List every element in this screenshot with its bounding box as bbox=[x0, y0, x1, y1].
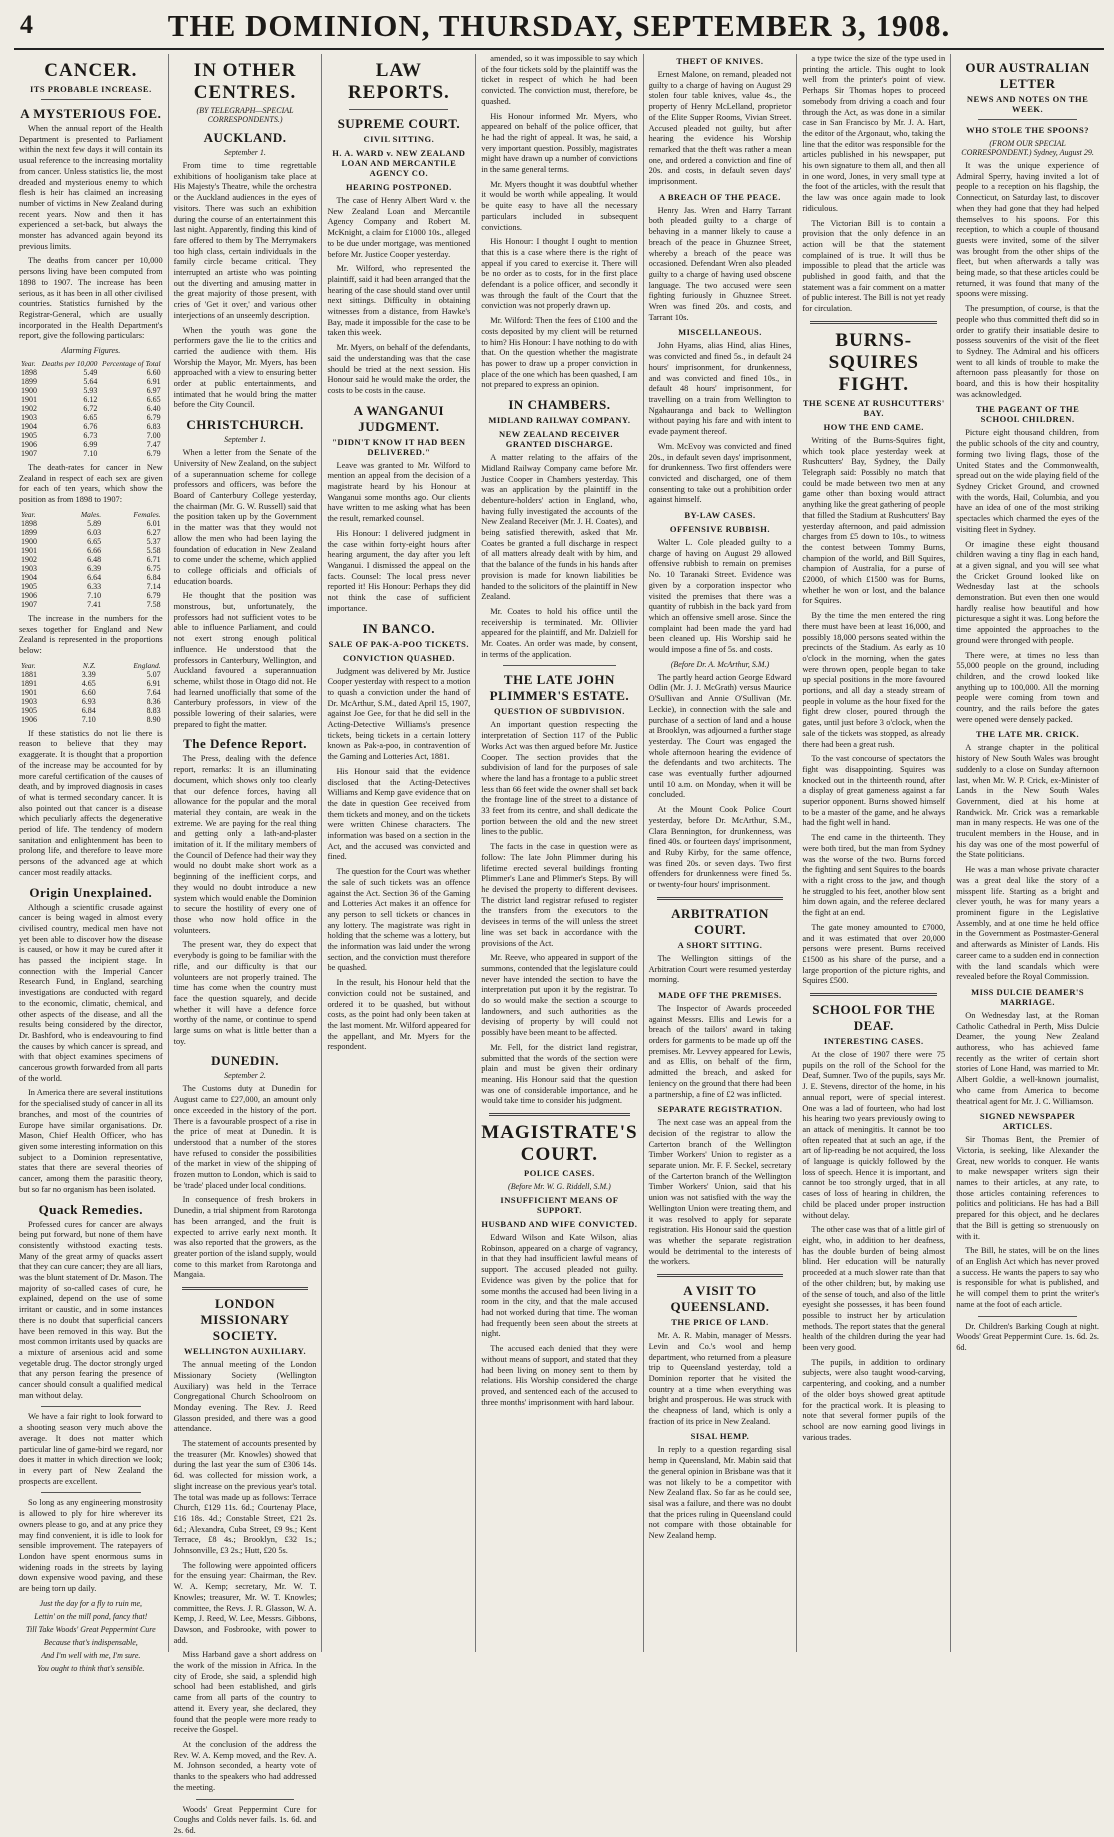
paragraph: His Honour said that the evidence disclosed that the Acting-Detectives Williams and Kemp gave evidence that on the date in question Gee received from them tickets and money, and on the tickets were written Chinese characters. The information was based on a section in the Act, and the accused was convicted and fined. bbox=[327, 766, 471, 862]
paragraph: Walter L. Cole pleaded guilty to a charge of having on August 29 allowed offensive rubbish to remain on premises No. 10 Taranaki Street. Evidence was given by a corporation inspector who visited the premises that there was a quantity of rubbish in the back yard from which an offensive smell arose. Since the complaint had been made the yard had been cleaned up. His Worship said he would impose a fine of 5s. and costs. bbox=[648, 538, 792, 655]
paragraph: amended, so it was impossible to say which of the four tickets sold by the plaintiff was the ticket in respect of which he had been convicted. The conviction must, therefore, be quashed. bbox=[481, 54, 638, 106]
headline-arbitration-court: ARBITRATION COURT. bbox=[671, 905, 769, 937]
column-6 bbox=[796, 54, 950, 1652]
paragraph: To the vast concourse of spectators the fight was disappointing. Squires was knocked out in the thirteenth round, after a display of great gameness against a far superior opponent. Burns showed himself to be a master of the game, and he always had the fight well in hand. bbox=[802, 754, 946, 828]
paragraph: The end came in the thirteenth. They were both tired, but the man from Sydney was the worse of the two. Burns forced the fighting and sent Squires to the boards with a right cross to the jaw, and though he struggled to his feet, another blow sent him down again, and the referee declared the fight at an end. bbox=[802, 833, 946, 918]
divider bbox=[978, 1316, 1077, 1317]
paragraph: Leave was granted to Mr. Wilford to mention an appeal from the decision of a magistrate heard by his Honour at Wanganui some months ago. Our clients have written to me asking what has been the result, remarked counsel. bbox=[327, 460, 471, 524]
paragraph: The Inspector of Awards proceeded against Messrs. Ellis and Lewis for a breach of the tailors' award in taking orders for garments to be made up off the premises. Mr. Levvey appeared for Lewis, and as Ellis, on behalf of the firm, admitted the breach, and asked for leniency on the ground that there had been a partnership, a fine of £2 was inflicted. bbox=[648, 1003, 792, 1099]
subhead-in-banco: IN BANCO. bbox=[362, 620, 436, 636]
paragraph: The present war, they do expect that everybody is going to be familiar with the rifle, and our difficulty is that our volunteers are not properly trained. The time has come when the country must face the question squarely, and decide whether it will have a defence force worthy of the name, or continue to spend large sums on what is little better than a toy. bbox=[173, 940, 317, 1046]
table-row: 1903 6.65 6.79 bbox=[21, 413, 161, 423]
table-row: 1898 5.89 6.01 bbox=[21, 518, 161, 528]
dateline: September 1. bbox=[224, 148, 266, 157]
paragraph: Mr. Fell, for the district land registrar, submitted that the words of the section were plain and must be given their ordinary meaning. His Honour said that the question was one of considerable importance, and he would take time to consider his judgment. bbox=[481, 1042, 638, 1106]
column-header: Percentage of Total bbox=[102, 359, 161, 369]
paragraph: A matter relating to the affairs of the Midland Railway Company came before Mr. Justice Cooper in Chambers yesterday. This was an application by the plaintiff in the debenture-holders' action in England, who, having fully investigated the accounts of the New Zealand Receiver (Mr. J. H. Coates), and being satisfied therewith, asked that Mr. Coates be granted a full discharge in respect of all matters already dealt with by him, and that the balance of the funds in his hands after provision is made for known liabilities be handed to the solicitors of the plaintiff in New Zealand. bbox=[481, 453, 638, 602]
paragraph: The pupils, in addition to ordinary subjects, were also taught wood-carving, carpentering, and cooking, and a number of the older boys showed great aptitude for the practical work. It is pleasing to note that several former pupils of the school are now earning good livings in various trades. bbox=[802, 1357, 946, 1442]
paragraph: Judgment was delivered by Mr. Justice Cooper yesterday with respect to a motion to quash a conviction under the hand of Dr. McArthur, S.M., dated April 15, 1907, against Joe Gee, for that he did sell in the Acting-Detective Williams's presence tickets, being tickets in a certain lottery known as Pak-a-poo, in contravention of the Gaming and Lotteries Act, 1881. bbox=[327, 666, 471, 762]
case-subtitle: MIDLAND RAILWAY COMPANY. bbox=[488, 415, 631, 426]
divider bbox=[196, 1799, 295, 1800]
paragraph: He thought that the position was monstrous, but, unfortunately, the professors had not sufficient votes to be able to influence Parliament, and could not exert strong enough political influence. He understood that the professors in Canterbury, Wellington, and Auckland favoured a superannuation scheme, whilst those in Otago did not. He had learned unofficially that some of the Canterbury professors, in view of the possible lowering of their salaries, were prepared to fight the matter. bbox=[173, 591, 317, 729]
divider bbox=[41, 1492, 141, 1493]
table-row: 1904 6.76 6.83 bbox=[21, 422, 161, 432]
subhead-separate-registration: SEPARATE REGISTRATION. bbox=[657, 1104, 783, 1115]
column-3 bbox=[321, 54, 475, 1652]
paragraph: His Honour: I delivered judgment in the case within forty-eight hours after hearing argument, the day after you left Wanganui. I dismissed the appeal on the facts. Counsel: The local press never reported it! His Honour: Perhaps they did not think the case of sufficient importance. bbox=[327, 528, 471, 613]
paragraph: Professed cures for cancer are always being put forward, but none of them have consistently withstood exacting tests. Many of the great army of quacks assert that they can cure cancer; they are all liars, was the blunt statement of Dr. Mason. The majority of so-called cases of cure, he explained, depend on the use of some irritant or caustic, and in some instances there is no doubt that superficial cancers have been removed in this way. But the most common irritants used by quacks are a mixture of arsenious acid and some vegetable drug. The doctor strongly urged that any person fearing the presence of cancer should consult a qualified medical man without delay. bbox=[19, 1219, 163, 1400]
paragraph: The Wellington sittings of the Arbitration Court were resumed yesterday morning. bbox=[648, 953, 792, 985]
paragraph: Picture eight thousand children, from the public schools of the city and country, forming two living flags, those of the United States and the Commonwealth, spread out on the wide playing field of the Sydney Cricket Ground, and crowned with the words, Hail, Columbia, and you have an idea of one of the most striking spectacles which charmed the eyes of the visiting fleet in Sydney. bbox=[956, 428, 1099, 534]
verse-line: Till Take Woods' Great Peppermint Cure bbox=[26, 1624, 156, 1634]
column-7 bbox=[950, 54, 1104, 1652]
column-header: Females. bbox=[133, 509, 161, 519]
headline-cancer: CANCER. bbox=[44, 60, 138, 81]
subhead-origin: Origin Unexplained. bbox=[29, 884, 153, 900]
table-row: 1905 6.84 8.83 bbox=[21, 705, 161, 715]
column-header: England. bbox=[133, 660, 161, 670]
paragraph: The Customs duty at Dunedin for August came to £27,000, an amount only once exceeded in the history of the port. There is a favourable prospect of a rise in the price of meat at Dunedin. It is understood that a number of the stores have refused to consider the possibilities of the market in view of the shipping of frozen mutton to London, which is said to be 'trade' placed under local conditions. bbox=[173, 1084, 317, 1190]
column-2 bbox=[168, 54, 322, 1835]
subhead-deamer-marriage: MISS DULCIE DEAMER'S MARRIAGE. bbox=[971, 986, 1085, 1007]
divider bbox=[978, 119, 1077, 120]
headline-school-deaf: SCHOOL FOR THE DEAF. bbox=[812, 1002, 936, 1034]
table-row: 1881 3.39 5.07 bbox=[21, 669, 161, 679]
subhead-conviction-quashed: CONVICTION QUASHED. bbox=[342, 652, 455, 663]
stats-table-1 bbox=[19, 359, 163, 458]
subhead-price-of-land: THE PRICE OF LAND. bbox=[671, 1317, 769, 1328]
subhead-cancer: ITS PROBABLE INCREASE. bbox=[29, 84, 152, 94]
table-row: 1906 7.10 8.90 bbox=[21, 714, 161, 724]
subhead-interesting-cases: INTERESTING CASES. bbox=[823, 1036, 924, 1047]
subhead-hearing-postponed: HEARING POSTPONED. bbox=[345, 182, 452, 192]
paragraph: In America there are several institutions for the specialised study of cancer in all its branches, and most of the countries of Europe have similar organisations. Dr. Mason, Chief Health Officer, who has given some interesting information on this subject to a Dominion representative, states that there are several theories of cancer, among them the parasitic theory, but so far no organism has been isolated. bbox=[19, 1088, 163, 1194]
subhead-wanganui-judgment: A WANGANUI JUDGMENT. bbox=[353, 402, 445, 434]
paragraph: The Bill, he states, will be on the lines of an English Act which has never proved a success. He wants the papers to say who is responsible for what is published, and he will compel them to print the writer's name at the foot of each article. bbox=[956, 1246, 1099, 1309]
paragraph: At the close of 1907 there were 75 pupils on the roll of the School for the Deaf, Sumner. Two of the pupils, says Mr. J. E. Stevens, director of the home, in his annual report, were of special interest. One was a lad of fourteen, who had lost his hearing two years previously owing to an attack of meningitis. It cannot be too often repeated that at such an age, if the art of lip-reading be not acquired, the loss of language is quickly followed by the loss of speech. Hence it is important, and cannot be too strongly urged, that in all cases of loss of hearing in children, the child be placed under proper instruction without delay. bbox=[802, 1050, 946, 1220]
paragraph: The other case was that of a little girl of eight, who, in addition to her deafness, has the double burden of being almost blind. Her education will be naturally proceeded at a much slower rate than that of the other children; but, by making use of the sense of touch, and also of the little eyesight she possesses, it has been found possible to instruct her by articulation methods. The report states that the general health of the children during the year had been very good. bbox=[802, 1225, 946, 1353]
paragraph: So long as any engineering monstrosity is allowed to ply for hire wherever its owners please to go, and at any price they may find convenient, it is idle to look for sensible improvement. The ratepayers of London have spent enormous sums in widening roads in the streets by laying down expensive wood paving, and these are being torn up daily. bbox=[19, 1498, 163, 1594]
table-row: 1899 5.64 6.91 bbox=[21, 377, 161, 387]
paragraph: Mr. Coates to hold his office until the receivership is terminated. Mr. Ollivier appeared for the plaintiff, and Mr. Dalziell for Mr. Coates. An order was made, by consent, in terms of the application. bbox=[481, 606, 638, 659]
dateline: (FROM OUR SPECIAL CORRESPONDENT.) Sydney, August 29. bbox=[961, 139, 1094, 157]
paragraph: The statement of accounts presented by the treasurer (Mr. Knowles) showed that during the last year the sum of £306 14s. 6d. was collected for mission work, a slight increase on the previous year's total. The total was made up as follows: Terrace Church, £129 11s. 6d.; Courtenay Place, £16 18s. 4d.; Constable Street, £21 2s. 6d.; Alexandra, Cuba Street, £9 9s.; Kent Terrace, £8 4s.; Brooklyn, £32 1s.; Johnsonville, £3 2s.; Hutt, £20 5s. bbox=[173, 1439, 317, 1556]
table-caption: Alarming Figures. bbox=[61, 346, 121, 356]
paragraph: At the conclusion of the address the Rev. W. A. Kemp moved, and the Rev. A. M. Johnson seconded, a hearty vote of thanks to the speakers who had addressed the meeting. bbox=[173, 1740, 317, 1792]
byline: (Before Dr. A. McArthur, S.M.) bbox=[670, 659, 770, 669]
subhead-stole-spoons: WHO STOLE THE SPOONS? bbox=[966, 125, 1090, 135]
paragraph: The facts in the case in question were as follow: The late John Plimmer during his lifetime erected several buildings fronting Plimmer's Lane and Plimmer's Steps. By will he devised the property to different devisees. The district land registrar refused to register the transfers from the executors to the devisees in terms of the will unless the street line was set back in accordance with the provisions of the Act. bbox=[481, 842, 638, 948]
paragraph: Mr. Myers, on behalf of the defendants, said the understanding was that the case should be tried at the next session. His Honour said he would make the order, the costs to be costs in the cause. bbox=[327, 343, 471, 395]
verse-line: And I'm well with me, I'm sure. bbox=[41, 1650, 141, 1660]
paragraph: From time to time regrettable exhibitions of hooliganism take place at His Majesty's Theatre, while the orchestra or the Auckland audiences in the eyes of visitors. There was such an exhibition during the course of an entertainment this last night. Apparently, finding this kind of fare offered to them by The Merrymakers too high class, certain individuals in the family circle became critical. They interrupted an artiste who was pointing out the diverting and amusing matter in the great majority of those present, with cries of 'Get it over,' and various other interjections of an unseemly description. bbox=[173, 161, 317, 320]
paragraph: Mr. Myers thought it was doubtful whether it would be worth while appealing. It would be quite easy to have all the necessary particulars included in subsequent convictions. bbox=[481, 179, 638, 232]
subhead-husband-wife: HUSBAND AND WIFE CONVICTED. bbox=[481, 1219, 638, 1230]
paragraph: The annual meeting of the London Missionary Society (Wellington Auxiliary) was held in the Terrace Congregational Church Schoolroom on Monday evening. The Rev. J. Reed Glasson presided, and there was a good attendance. bbox=[173, 1360, 317, 1434]
paragraph: The presumption, of course, is that the people who thus committed theft did so in order to gratify their insatiable desire to possess souvenirs of the visit of the fleet to Sydney. The Admiral and his officers went to all kinds of trouble to make the afternoon pass pleasantly for those on board, and this is how their hospitality was acknowledged. bbox=[956, 304, 1099, 399]
paragraph: a type twice the size of the type used in printing the article. This ought to look well from the printer's point of view. Perhaps Sir Thomas hopes to proceed somebody from driving a coach and four through the Act, as was done in a similar case in San Francisco by Mr. J. A. Hart, the editor of the Argonaut, who, taking the line that the editor was responsible for the articles published in his newspaper, put his own signature to them all, and then all in one word, Jones, in very small type at the foot of the articles, with the result that the law was once again made to look ridiculous. bbox=[802, 54, 946, 213]
paragraph: John Hyams, alias Hind, alias Hines, was convicted and fined 5s., in default 24 hours' imprisonment, for drunkenness, and was convicted and fined 10s., in default 48 hours' imprisonment, for travelling on a train from Wellington to Ngahauranga and back to Wellington without paying his fare and with intent to evade payment thereof. bbox=[648, 341, 792, 437]
subhead-signed-articles: SIGNED NEWSPAPER ARTICLES. bbox=[979, 1111, 1076, 1132]
paragraph: If these statistics do not lie there is reason to believe that they may exaggerate. It is thought that a proportion of the increase may be accounted for by more careful certification of the causes of death, and by improved diagnosis in cases of what is termed secondary cancer. It is also pointed out that cancer is a disease which peculiarly affects the degenerative period of life. The tendency of modern sanitation and enlightenment has been to prolong life, and therefore to leave more persons of the advanced age at which cancer most readily attacks. bbox=[19, 728, 163, 877]
divider bbox=[349, 109, 448, 110]
table-row: 1901 6.60 7.64 bbox=[21, 687, 161, 697]
column-header: Year. bbox=[21, 660, 36, 670]
paragraph: Or imagine these eight thousand children waving a tiny flag in each hand, at a given signal, and you will see what the Cricket Ground looked like on Wednesday last at the schools demonstration. But even then one would hardly realise how beautiful and how picturesque a sight it was. Long before the time appointed the approaches to the ground were thronged with people. bbox=[956, 539, 1099, 645]
subhead-defence-report: The Defence Report. bbox=[183, 736, 308, 752]
paragraph: Mr. A. R. Mabin, manager of Messrs. Levin and Co.'s wool and hemp department, who returned from a pleasure trip to Queensland yesterday, told a Dominion reporter that he visited the country at a time when everything was bright and prosperous. He was struck with the cheapness of land, which is only a fraction of its price in New Zealand. bbox=[648, 1331, 792, 1426]
paragraph: Wm. McEvoy was convicted and fined 20s., in default seven days' imprisonment, for drunkenness. Two first offenders were convicted and discharged, one of them consenting to take out a prohibition order against himself. bbox=[648, 441, 792, 505]
case-title: H. A. WARD v. NEW ZEALAND LOAN AND MERCANTILE AGENCY CO. bbox=[332, 148, 466, 178]
paragraph: There were, at times no less than 55,000 people on the ground, including children, and the crowd looked like anything up to 100,000. All the morning people were coming from town and country, and the rails before the gates were opened were densely packed. bbox=[956, 650, 1099, 724]
subhead-news-notes: NEWS AND NOTES ON THE WEEK. bbox=[966, 94, 1089, 114]
table-row: 1904 6.64 6.84 bbox=[21, 572, 161, 582]
table-row: 1902 6.72 6.40 bbox=[21, 404, 161, 414]
paragraph: The case of Henry Albert Ward v. the New Zealand Loan and Mercantile Agency Company and Robert M. McKnight, a claim for £1000 10s., alleged to be due under mortgage, was mentioned before Mr. Justice Cooper yesterday. bbox=[327, 196, 471, 259]
paragraph: In consequence of fresh brokers in Dunedin, a trial shipment from Rarotonga has been arranged, and the fruit is expected to arrive early next month. It was also reported that the growers, as the greater portion of the island supply, would come to this market from Rarotonga and Mangaia. bbox=[173, 1195, 317, 1280]
divider bbox=[182, 1287, 309, 1290]
paragraph: An important question respecting the interpretation of Section 117 of the Public Works Act was then argued before Mr. Justice Cooper. The section provides that the subdivision of land for the purposes of sale where the land has a frontage to a public street less than 66 feet wide the owner shall set back the frontage line of the street to a distance of 33 feet from its centre, and shall dedicate the portion between the old and the new street lines to the public. bbox=[481, 720, 638, 837]
paragraph: His Honour informed Mr. Myers, who appeared on behalf of the police officer, that he had the right of appeal. It was, he said, a very important question. Possibly, magistrates might have drawn up a number of convictions in the same general terms. bbox=[481, 111, 638, 175]
subhead-subdivision: QUESTION OF SUBDIVISION. bbox=[493, 706, 625, 717]
subhead-miscellaneous: MISCELLANEOUS. bbox=[678, 327, 762, 338]
stats-table-2 bbox=[19, 510, 163, 609]
subhead-quack-remedies: Quack Remedies. bbox=[38, 1201, 143, 1217]
paragraph: When the youth was gone the performers gave the lie to the critics and carried the audience with them. His Worship the Mayor, Mr. Myers, has been approached with a view to ensuring better order at public entertainments, and intimated that he would bring the matter before the City Council. bbox=[173, 325, 317, 410]
subhead-late-mr-crick: THE LATE MR. CRICK. bbox=[976, 729, 1080, 740]
byline: (BY TELEGRAPH—SPECIAL CORRESPONDENTS.) bbox=[196, 106, 294, 124]
paragraph: Mr. Wilford, who represented the plaintiff, said it had been arranged that the hearing of the case should stand over until next sittings. Difficulty in obtaining witnesses from a distance, from Hawke's Bay, made it impossible for the case to be taken this week. bbox=[327, 264, 471, 338]
paragraph: Mr. Reeve, who appeared in support of the summons, contended that the legislature could never have intended the section to have the interpretation put upon it by the registrar. To do so would make the section a scourge to landowners, and such authorities as the devising of property by will could not possibly have been meant to be affected. bbox=[481, 953, 638, 1038]
subhead-police-cases: POLICE CASES. bbox=[524, 1168, 595, 1179]
subhead-short-sitting: A SHORT SITTING. bbox=[677, 939, 763, 950]
paragraph: Ernest Malone, on remand, pleaded not guilty to a charge of having on August 29 stolen four table knives, value 4s., the property of Henry McLelland, proprietor of the Elite Supper Rooms, Vivian Street. Accused pleaded not guilty, but after hearing the evidence his Worship remarked that the theft was rather a mean one, and ordered a conviction and fine of 20s. and costs, in default seven days' imprisonment. bbox=[648, 70, 792, 187]
subhead-theft-knives: THEFT OF KNIVES. bbox=[676, 56, 764, 66]
subhead-receiver-discharge: NEW ZEALAND RECEIVER GRANTED DISCHARGE. bbox=[498, 429, 620, 450]
divider bbox=[503, 665, 615, 666]
headline-magistrates-court: MAGISTRATE'S COURT. bbox=[481, 1122, 638, 1166]
columns bbox=[14, 54, 1104, 1835]
subhead-dunedin: DUNEDIN. bbox=[211, 1053, 279, 1069]
subhead-mysterious-foe: A MYSTERIOUS FOE. bbox=[20, 106, 162, 121]
paragraph: Edward Wilson and Kate Wilson, alias Robinson, appeared on a charge of vagrancy, in that they had insufficient lawful means of support. The accused pleaded not guilty. Evidence was given by the police that for some months the accused had been living in a room in the city, and that the male accused had not worked during that time. The woman had frequently been seen about the streets at night. bbox=[481, 1233, 638, 1339]
headline-visit-queensland: A VISIT TO QUEENSLAND. bbox=[670, 1283, 770, 1315]
table-row: 1907 7.10 6.79 bbox=[21, 449, 161, 459]
subhead-supreme-court: SUPREME COURT. bbox=[337, 116, 461, 131]
subhead-wellington-auxiliary: WELLINGTON AUXILIARY. bbox=[183, 1346, 307, 1357]
table-row: 1907 7.41 7.58 bbox=[21, 599, 161, 609]
table-row: 1902 6.48 6.71 bbox=[21, 554, 161, 564]
column-header: Year. bbox=[21, 359, 36, 369]
table-row: 1901 6.12 6.65 bbox=[21, 395, 161, 405]
subhead-pageant: THE PAGEANT OF THE SCHOOL CHILDREN. bbox=[975, 404, 1080, 425]
subhead-auckland: AUCKLAND. bbox=[203, 130, 287, 145]
headline-burns-squires: BURNS-SQUIRES FIGHT. bbox=[828, 329, 919, 395]
table-row: 1899 6.03 6.27 bbox=[21, 527, 161, 537]
paragraph: By the time the men entered the ring there must have been at least 16,000, and possibly 18,000 persons seated within the precincts of the Stadium. As early as 10 o'clock in the morning, when the gates were thrown open, people began to take up special positions in the more favoured portions, and all day a steady stream of people in volume as the hour fixed for the fight drew closer, poured through the gates, until just before 3 o'clock, when the sale of the tickets was stopped, as already there had been a great rush. bbox=[802, 611, 946, 749]
table-row: 1900 6.65 5.37 bbox=[21, 536, 161, 546]
verse-line: Just the day for a fly to ruin me, bbox=[39, 1598, 143, 1608]
subhead-insufficient-means: INSUFFICIENT MEANS OF SUPPORT. bbox=[500, 1195, 619, 1216]
paragraph: The following were appointed officers for the ensuing year: Chairman, the Rev. W. A. Kemp; secretary, Mr. W. T. Knowles; treasurer, Mr. W. T. Knowles; committee, the Revs. J. R. Glasson, W. A. Kemp, J. Reed, W. Lee, Messrs. Gibbons, Dawson, and Fosbrooke, with power to add. bbox=[173, 1560, 317, 1645]
paragraph: It was the unique experience of Admiral Sperry, having invited a lot of people to a reception on his flagship, the Connecticut, on Saturday last, to discover when they had gone that they had helped themselves to his spoons. For this reception, to which a couple of thousand guests were invited, some of the silver was brought from the other ships of the fleet, but when afterwards a tally was being made, so that these articles could be returned, it was found that many of the spoons were missing. bbox=[956, 161, 1099, 299]
divider bbox=[489, 1113, 629, 1116]
subhead-plimmer-estate: THE LATE JOHN PLIMMER'S ESTATE. bbox=[489, 672, 630, 704]
paragraph: The Press, dealing with the defence report, remarks: It is an illuminating document, which shows only too clearly that our defence forces, having all allowance for the popular and the moral material they contain, are weak in the extreme. We are paying for the real thing and getting only a lath-and-plaster imitation of it. If the military members of the Council of Defence had their way they would no doubt make short work as a beginning of the inefficient corps, and they would no doubt introduce a new system which would enable the Dominion to secure the hostility of every one of those who now hold office in the volunteers. bbox=[173, 754, 317, 935]
column-header: Year. bbox=[21, 509, 36, 519]
paragraph: The question for the Court was whether the sale of such tickets was an offence against the Act. Section 36 of the Gaming and Lotteries Act makes it an offence for any person to sell tickets or chances in any lottery. The magistrate was right in holding that the scheme was a lottery, but the information was laid under the wrong section, and the conviction must therefore be quashed. bbox=[327, 867, 471, 973]
advertisement: Dr. Children's Barking Cough at night. Woods' Great Peppermint Cure. 1s. 6d. 2s. 6d. bbox=[956, 1321, 1099, 1352]
subhead-in-chambers: IN CHAMBERS. bbox=[508, 397, 611, 413]
paragraph: The accused each denied that they were without means of support, and stated that they had been living on money sent to them by relations. His Worship considered the charge proved, and sentenced each of the accused to three months' imprisonment with hard labour. bbox=[481, 1344, 638, 1407]
column-header: Males. bbox=[80, 509, 102, 519]
paragraph: Writing of the Burns-Squires fight, which took place yesterday week at Rushcutters' Bay, Sydney, the Daily Telegraph said: Possibly no match that could be made between two men at any game other than boxing would attract anything like the great gathering of people that filled the Stadium at Rushcutters' Bay yesterday afternoon, and paid admission charges from £5 down to 10s., to witness the contest between Tommy Burns, champion of the world, and Bill Squires, champion of Australia, for a purse of £2000, of which £1500 was for Burns, whether he won or lost, and the balance for Squires. bbox=[802, 435, 946, 606]
paragraph: Henry Jas. Wren and Harry Tarrant both pleaded guilty to a charge of behaving in a manner likely to cause a breach of the peace in Ghuznee Street, whereby a breach of the peace was occasioned. Defendant Wren also pleaded guilty to a charge of having used obscene language. The two accused were seen fighting furiously in Ghuznee Street. Wren was fined 20s. and costs, and Tarrant 10s. bbox=[648, 205, 792, 322]
newspaper-title: THE DOMINION, THURSDAY, SEPTEMBER 3, 1908. bbox=[167, 8, 951, 43]
table-row: 1903 6.39 6.75 bbox=[21, 563, 161, 573]
headline-other-centres: IN OTHER CENTRES. bbox=[193, 60, 297, 103]
paragraph: The increase in the numbers for the sexes together for England and New Zealand is represented in the proportions below: bbox=[19, 613, 163, 655]
paragraph: We have a fair right to look forward to a shooting season very much above the average. It does not matter which particular line of game-bird we regard, nor does it matter in which direction we look; in every part of New Zealand the prospects are excellent. bbox=[19, 1412, 163, 1486]
paragraph: On Wednesday last, at the Roman Catholic Cathedral in Perth, Miss Dulcie Deamer, the young New Zealand authoress, who has achieved fame recently as the writer of certain short stories of Lone Hand, was married to Mr. Albert Goldie, a well-known journalist, who came from America to become theatrical agent for Mr. J. C. Williamson. bbox=[956, 1010, 1099, 1106]
page-number: 4 bbox=[20, 10, 33, 39]
divider bbox=[810, 321, 937, 324]
subhead-how-end-came: HOW THE END CAME. bbox=[823, 421, 924, 432]
paragraph: A strange chapter in the political history of New South Wales was brought suddenly to a close on Sunday afternoon last, when Mr. W. P. Crick, ex-Minister of Lands in the New South Wales Government, died at his home at Randwick. Mr. Crick was a remarkable man in many respects. He was one of the truculent members in the House, and in his day was one of the most powerful of the State politicians. bbox=[956, 743, 1099, 860]
headline-missionary-society: LONDON MISSIONARY SOCIETY. bbox=[200, 1296, 290, 1344]
table-row: 1891 4.65 6.91 bbox=[21, 678, 161, 688]
table-row: 1906 6.99 7.47 bbox=[21, 440, 161, 450]
paragraph: The gate money amounted to £7000, and it was estimated that over 20,000 persons were present. Burns received £1500 as his share of the purse, and a large proportion of the picture rights, and Squires £500. bbox=[802, 922, 946, 986]
verse-line: Lettin' on the mill pond, fancy that! bbox=[34, 1611, 148, 1621]
dateline: September 1. bbox=[224, 435, 266, 445]
paragraph: In the result, his Honour held that the conviction could not be sustained, and ordered it to be quashed, but without costs, as the point had only been taken at the last moment. Mr. Wilford appeared for the appellant, and Mr. Myers for the respondent. bbox=[327, 978, 471, 1052]
column-header: N.Z. bbox=[82, 660, 96, 670]
column-5 bbox=[643, 54, 797, 1652]
byline: (Before Mr. W. G. Riddell, S.M.) bbox=[508, 1182, 611, 1192]
paragraph: The Victorian Bill is to contain a provision that the only defence in an action will be that the statement complained of is true. It will thus be impossible to plead that the article was published in good faith, and that the statement was a fair comment on a matter of public interest. The Bill is not yet ready for circulation. bbox=[802, 218, 946, 314]
paragraph: The next case was an appeal from the decision of the registrar to allow the Carterton branch of the Wellington Timber Workers' Union to register as a separate union. Mr. F. F. Seckel, secretary of the Carterton branch of the Wellington Timber Workers' Union, said that his union was not satisfied with the way the Wellington Union were treating them, and it was resolved to apply for separate registration. His Honour said the question was whether the separate registration would be detrimental to the interests of the workers. bbox=[648, 1118, 792, 1267]
table-row: 1898 5.49 6.60 bbox=[21, 368, 161, 378]
paragraph: He was a man whose private character was a great deal like the story of a misspent life. Starting as a bright and clever youth, he was for many years a prominent figure in the Legislative Assembly, and at one time he held office in the Government as Postmaster-General and afterwards as Minister of Lands. His career came to a sudden end in connection with the land scandals which were revealed before the Royal Commission. bbox=[956, 865, 1099, 982]
column-4 bbox=[475, 54, 642, 1652]
divider bbox=[810, 993, 937, 996]
divider bbox=[657, 1274, 784, 1277]
subhead-christchurch: CHRISTCHURCH. bbox=[186, 417, 304, 433]
paragraph: In reply to a question regarding sisal hemp in Queensland, Mr. Mabin said that the general opinion in Brisbane was that it was not likely to be a competitor with New Zealand flax. So far as he could see, sisal was a failure, and there was no doubt that the prices ruling in Queensland could not compare with those obtainable for New Zealand hemp. bbox=[648, 1445, 792, 1541]
subhead-made-off-premises: MADE OFF THE PREMISES. bbox=[658, 989, 782, 1000]
table-row: 1900 5.93 6.97 bbox=[21, 386, 161, 396]
subhead-by-law-cases: BY-LAW CASES. bbox=[684, 510, 756, 521]
paragraph: When a letter from the Senate of the University of New Zealand, on the subject of a superannuation scheme for college professors and officers, was before the Board of Canterbury College yesterday, the chairman (Mr. G. W. Russell) said that the position taken up by the Government in the matter was that they would not allow the men who had been laying the foundation of education in New Zealand to come under the scheme, which applied to college officials and officials of education boards. bbox=[173, 448, 317, 586]
headline-australian-letter: OUR AUSTRALIAN LETTER bbox=[965, 60, 1090, 91]
subhead-sisal-hemp: SISAL HEMP. bbox=[690, 1431, 750, 1442]
paragraph: The death-rates for cancer in New Zealand in respect of each sex are given for each of ten years, which show the position as from 1898 to 1907: bbox=[19, 463, 163, 505]
dateline: September 2. bbox=[224, 1071, 266, 1081]
masthead bbox=[14, 6, 1104, 50]
column-1 bbox=[14, 54, 168, 1673]
stats-table-3 bbox=[19, 661, 163, 724]
divider bbox=[41, 1406, 141, 1407]
paragraph: Although a scientific crusade against cancer is being waged in almost every civilised country, medical men have not yet been able to discover how the disease is caused, or how it may be cured after it has passed the incipient stage. In connection with the Imperial Cancer Research Fund, in England, searching investigations are conducted with regard to the economic, climatic, chemical, and other aspects of the disease, and all the results being considered by the director, Dr. Bashford, who is endeavouring to find the causes by which cancer is spread, and with that object examines specimens of cancerous growth forwarded from all parts of the world. bbox=[19, 902, 163, 1083]
subhead-civil-sitting: CIVIL SITTING. bbox=[363, 134, 435, 144]
verse-line: Because that's indispensable, bbox=[43, 1637, 138, 1647]
paragraph: His Honour: I thought I ought to mention that this is a case where there is the right of appeal if you cared to exercise it. There will be no order as to costs, for in the first place defendant is a police officer, and secondly it was through the fault of the Court that the conviction was not properly drawn up. bbox=[481, 237, 638, 311]
divider bbox=[41, 99, 141, 100]
case-subtitle: SALE OF PAK-A-POO TICKETS. bbox=[328, 638, 470, 649]
headline-law-reports: LAW REPORTS. bbox=[347, 60, 450, 103]
paragraph: At the Mount Cook Police Court yesterday, before Dr. McArthur, S.M., Clara Bennington, for drunkenness, was fined 40s. or fourteen days' imprisonment, and Ruby Kirby, for the same offence, was fined 20s. or seven days. Two first offenders for drunkenness were fined 5s. or twenty-four hours' imprisonment. bbox=[648, 805, 792, 890]
paragraph: The deaths from cancer per 10,000 persons living have been computed from 1898 to 1907. The increase has been serious, as it has been in all other civilised countries. Statistics furnished by the Registrar-General, which are usually incorporated in the Health Department's report, give the following particulars: bbox=[19, 256, 163, 341]
subhead-rushcutters-bay: THE SCENE AT RUSHCUTTERS' BAY. bbox=[802, 397, 945, 418]
divider bbox=[657, 897, 784, 900]
table-row: 1906 7.10 6.79 bbox=[21, 590, 161, 600]
verse-line: You ought to think that's sensible. bbox=[37, 1663, 145, 1673]
paragraph: When the annual report of the Health Department is presented to Parliament within the next few days it will contain its usual reference to the increasing mortality from cancer. Unless statistics lie, the most dreaded and mysterious enemy to which flesh is heir has claimed an increasing number of victims in New Zealand during recent years. Now and then it has experienced a set-back, but always the monster has advanced again beyond its previous limits. bbox=[19, 124, 163, 251]
table-row: 1901 6.66 5.58 bbox=[21, 545, 161, 555]
table-row: 1905 6.33 7.14 bbox=[21, 581, 161, 591]
paragraph: Mr. Wilford: Then the fees of £100 and the costs deposited by my client will be returned to him? His Honour: I have nothing to do with that. On the question whether the magistrate has power to draw up a proper conviction in place of the one which has been quashed, I am not prepared to express an opinion. bbox=[481, 316, 638, 390]
column-header: Deaths per 10,000 bbox=[41, 359, 98, 369]
subhead-breach-peace: A BREACH OF THE PEACE. bbox=[659, 191, 781, 202]
advertisement: Woods' Great Peppermint Cure for Coughs and Colds never fails. 1s. 6d. and 2s. 6d. bbox=[173, 1804, 317, 1835]
case-subtitle: "DIDN'T KNOW IT HAD BEEN DELIVERED." bbox=[332, 436, 466, 457]
subhead-offensive-rubbish: OFFENSIVE RUBBISH. bbox=[669, 524, 771, 535]
table-row: 1903 6.93 8.36 bbox=[21, 696, 161, 706]
paragraph: Miss Harband gave a short address on the work of the mission in Africa. In the city of Erode, she said, a splendid high school had been established, and girls came from all parts of the country to attend it. Every year, she declared, they found that the people were more ready to receive the Gospel. bbox=[173, 1650, 317, 1735]
paragraph: Sir Thomas Bent, the Premier of Victoria, is seeking, like Alexander the Great, new worlds to conquer. He wants to make newspaper writers sign their names to their articles, at any rate, to those articles containing references to politics and politicians. He has had a Bill prepared for this object, and he declares that the Bill is getting so strenuously on with it. bbox=[956, 1135, 1099, 1241]
table-row: 1905 6.73 7.00 bbox=[21, 431, 161, 441]
paragraph: The partly heard action George Edward Odlin (Mr. J. J. McGrath) versus Maurice O'Sullivan and Annie O'Sullivan (Mr. Leckie), in connection with the sale and purchase of a section of land and a house at Brooklyn, was adjourned a further stage yesterday. The Court was engaged the whole afternoon hearing the evidence of the defendants and two architects. The case was eventually further adjourned until 10 a.m. on Monday, when it will be concluded. bbox=[648, 672, 792, 800]
